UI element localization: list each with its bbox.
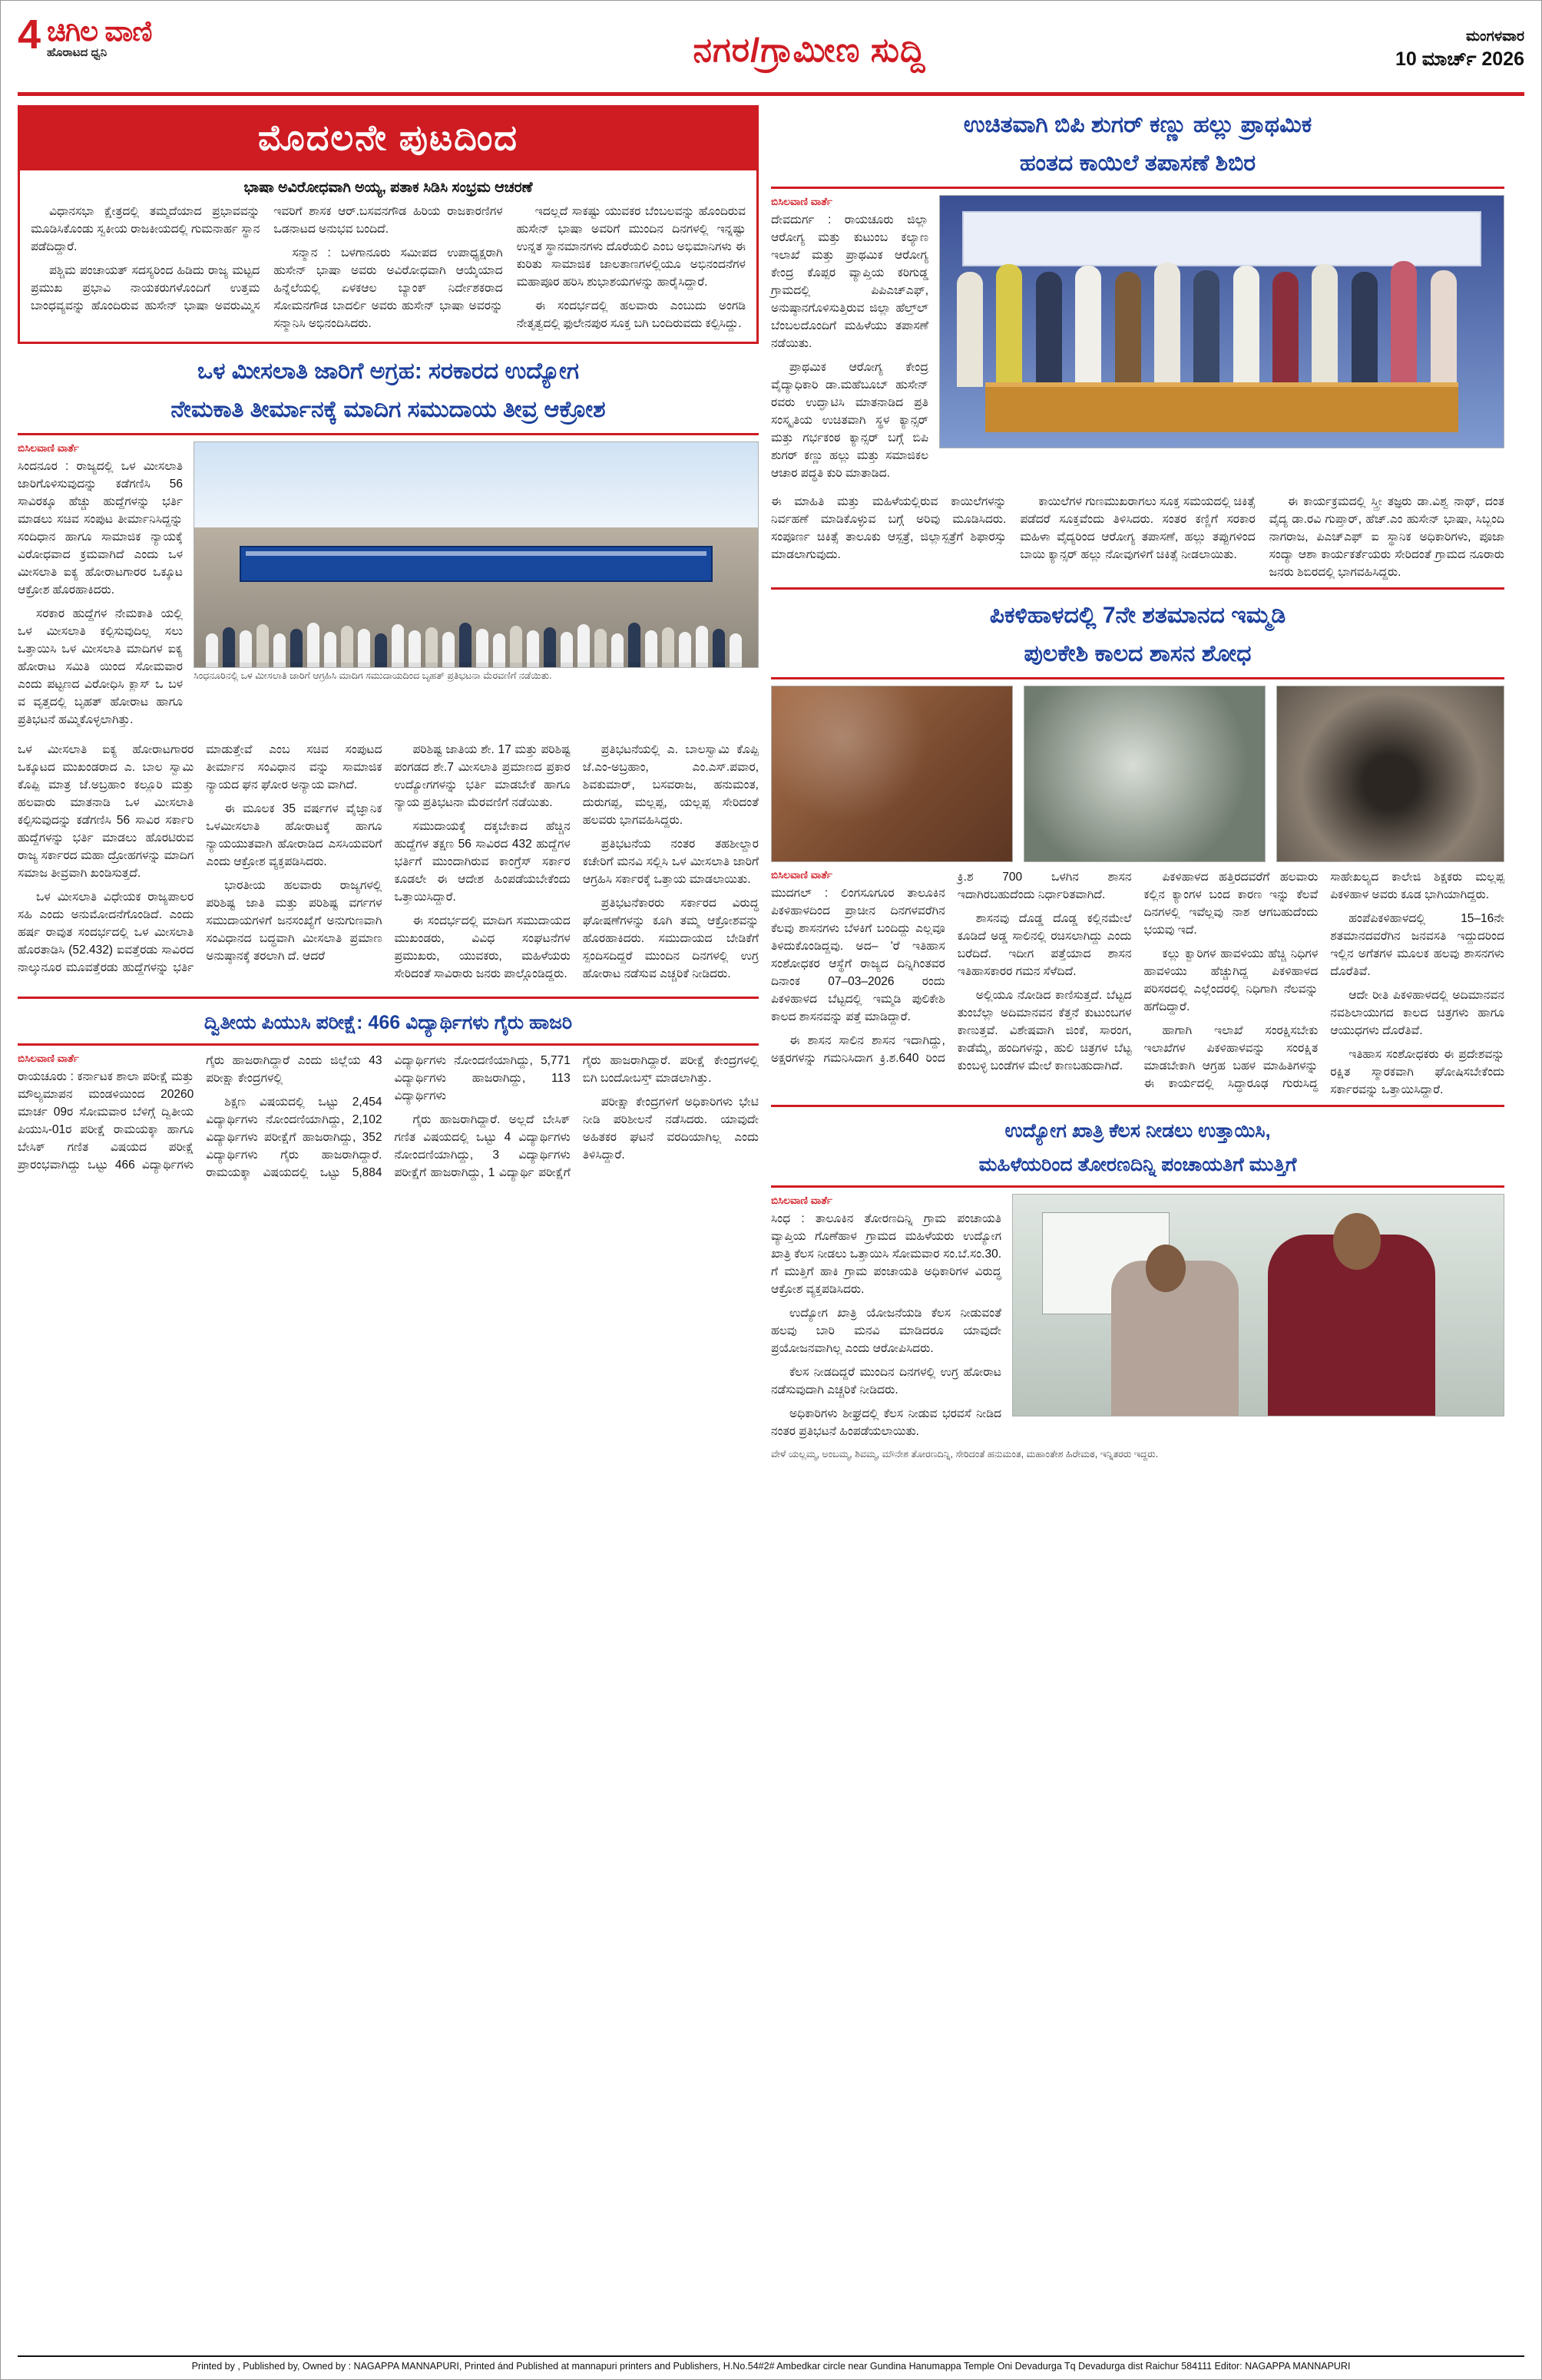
health-headline-line2: ಹಂತದ ಕಾಯಿಲೆ ತಪಾಸಣೆ ಶಿಬಿರ	[1019, 150, 1256, 176]
section-title: ನಗರ/ಗ್ರಾಮೀಣ ಸುದ್ದಿ	[693, 31, 926, 69]
puc-headline: ದ್ವಿತೀಯ ಪಿಯುಸಿ ಪರೀಕ್ಷೆ: 466 ವಿದ್ಯಾರ್ಥಿಗಳು ಗೈರು ಹಾಜರಿ	[204, 1012, 573, 1033]
paragraph: ಅಲ್ಲಿಯೂ ನೋಡಿದ ಕಾಣಿಸುತ್ತದೆ. ಬೆಟ್ಟದ ತುಂಬೆಲ್ಲಾ ಅದಿಮಾನವನ ಕೆತ್ತನೆ ಕುಟುಂಬಗಳ ಕಾಣುತ್ತವೆ. ವಿಶೇಷವಾಗಿ ಜಿಂಕೆ, ಸಾರಂಗ, ಕಾಡೆಮ್ಮೆ, ಹಂದಿಗಳನ್ನು, ಹುಲಿ ಚಿತ್ರಗಳ ಬೆಟ್ಟ ಕುಂಬಳ್ಳಿ ಬಂಡೆಗಳ ಮೇಲೆ ಕಾಣಬಹುದಾಗಿದೆ.	[957, 989, 1132, 1073]
inscription-body	[771, 868, 1504, 1099]
protest-photo	[194, 441, 759, 668]
paragraph: ಈ ಮೂಲಕ 35 ವರ್ಷಗಳ ವೈಜ್ಞಾನಿಕ ಒಳಮೀಸಲಾತಿ ಹೋರಾಟಕ್ಕೆ ಹಾಗೂ ನ್ಯಾಯಯುತವಾಗಿ ಹೋರಾಡಿದ ಎಸಸಿಯವರಿಗೆ ಎಂದು ಆಕ್ರೋಶ ವ್ಯಕ್ತಪಡಿಸಿದರು.	[206, 802, 382, 868]
paragraph: ಕಲ್ಲು ಕ್ವಾರಿಗಳ ಹಾವಳಿಯು ಹೆಚ್ಚಿ ನಿಧಿಗಳ ಹಾವಳಿಯು ಹೆಚ್ಚುಗಿದ್ದ ಪಿಕಳಿಹಾಳದ ಪರಿಸರದಲ್ಲಿ ಎಲ್ಲೆಂದರಲ್ಲಿ ನಿಧಿಗಾಗಿ ನೆಲವನ್ನು ಹಗೆದಿದ್ದಾರೆ.	[1143, 947, 1319, 1013]
reservation-headline-line1: ಒಳ ಮೀಸಲಾತಿ ಜಾರಿಗೆ ಅಗ್ರಹ: ಸರಕಾರದ ಉದ್ಯೋಗ	[197, 359, 579, 384]
paragraph: ಒಳ ಮೀಸಲಾತಿ ಐಕ್ಯ ಹೋರಾಟಗಾರರ ಒಕ್ಕೂಟದ ಮುಖಂಡರಾದ ಎ. ಬಾಲ ಸ್ವಾಮಿ ಕೊಪ್ಪಿ ಮಾತ್ರ ಜೆ.ಅಬ್ರಹಾಂ ಕಲ್ಲೂರಿ ಮತ್ತು ಹಲವಾರು ಮಾತನಾಡಿ ಒಳ ಮೀಸಲಾತಿ ಕಲ್ಪಿಸುವುದನ್ನು ಕಡೆಗಣಿಸಿ 56 ಸಾವಿರ ಸರ್ಕಾರಿ ಹುದ್ದೆಗಳನ್ನು ಭರ್ತಿ ಮಾಡಲು ಹೊರಟಿರುವ ರಾಜ್ಯ ಸರ್ಕಾರದ ಮಹಾ ದ್ರೋಹಗಳನ್ನು ಮಾದಿಗ ಸಮಾಜ ತೀವ್ರವಾಗಿ ಖಂಡಿಸುತ್ತದೆ.	[18, 743, 194, 880]
paragraph: ಈ ಸಂದರ್ಭದಲ್ಲಿ ಮಾದಿಗ ಸಮುದಾಯದ ಮುಖಂಡರು, ವಿವಿಧ ಸಂಘಟನೆಗಳ ಪ್ರಮುಖರು, ಯುವಕರು, ಮಹಿಳೆಯರು ಸೇರಿದಂತೆ ಸಾವಿರಾರು ಜನರು ಪಾಲ್ಗೊಂಡಿದ್ದರು.	[394, 914, 571, 980]
masthead	[18, 12, 1524, 96]
weekday-label: ಮಂಗಳವಾರ	[1465, 28, 1524, 45]
health-top-row	[771, 195, 1504, 488]
paragraph: ಪ್ರಾಥಮಿಕ ಆರೋಗ್ಯ ಕೇಂದ್ರ ವೈದ್ಯಾಧಿಕಾರಿ ಡಾ.ಮಹೆಬೂಬ್ ಹುಸೇನ್ ರವರು ಉದ್ಘಾಟಿಸಿ ಮಾತನಾಡಿದ ಪ್ರತಿ ಸಂಸ್ಕೃತಿಯ ಉಚಿತವಾಗಿ ಸ್ಥಳ ಕ್ಯಾನ್ಸರ್ ಮತ್ತು ಗರ್ಭಕಂಠ ಕ್ಯಾನ್ಸರ್ ಬಗ್ಗೆ ಬಿಪಿ ಶುಗರ್ ಕಣ್ಣು ಹಲ್ಲು ಮತ್ತು ಸಮಾಜಿಕಲ ಆಚಾರ ಪದ್ಧತಿ ಕುರಿ ಮಾತಾಡಿದ.	[771, 361, 928, 480]
reservation-story	[18, 352, 759, 989]
inscription-story	[771, 587, 1504, 1099]
paragraph: ವಿಧಾನಸಭಾ ಕ್ಷೇತ್ರದಲ್ಲಿ ತಮ್ಮದೆಯಾದ ಪ್ರಭಾವವನ್ನು ಮೂಡಿಸಿಕೊಂಡು ಸ್ವಕೀಯ ರಾಜಕೀಯದಲ್ಲಿ ಗುಮನಾರ್ಹ ಸ್ಥಾನ ಪಡೆದಿದ್ದಾರೆ.	[31, 205, 260, 253]
paragraph: ಸನ್ಮಾನ : ಬಳಗಾನೂರು ಸಮೀಪದ ಉಪಾಧ್ಯಕ್ಷರಾಗಿ ಹುಸೇನ್ ಭಾಷಾ ಅವರು ಅವಿರೋಧವಾಗಿ ಆಯ್ಕೆಯಾದ ಹಿನ್ನೆಲೆಯಲ್ಲಿ ಏಳಕಆಲ ಬ್ಯಾಂಕ್ ನಿರ್ದೇಶಕರಾದ ಸೋಮನಗೌಡ ಬಾದರ್ಲಿ ಅವರು ಹುಸೇನ್ ಭಾಷಾ ಅವರನ್ನು ಸನ್ಮಾನಿಸಿ ಅಭಿನಂದಿಸಿದರು.	[273, 246, 503, 330]
paragraph: ಸಿಂಧ : ತಾಲೂಕಿನ ತೋರಣದಿನ್ನಿ ಗ್ರಾಮ ಪಂಚಾಯತಿ ವ್ಯಾಪ್ತಿಯ ಗೊಣೆಹಾಳ ಗ್ರಾಮದ ಮಹಿಳೆಯರು ಉದ್ಯೋಗ ಖಾತ್ರಿ ಕೆಲಸ ನೀಡಲು ಒತ್ತಾಯಿಸಿ ಸೋಮವಾರ ಸಂ.ಬೆ.ಸಂ.30. ಗೆ ಮುತ್ತಿಗೆ ಹಾಕಿ ಗ್ರಾಮ ಪಂಚಾಯತಿ ಅಧಿಕಾರಿಗಳ ವಿರುದ್ಧ ಆಕ್ರೋಶ ವ್ಯಕ್ತಪಡಿಸಿದರು.	[771, 1212, 1001, 1296]
date-label: 10 ಮಾರ್ಚ್ 2026	[1395, 48, 1524, 70]
puc-body	[18, 1052, 759, 1182]
women-protest-photo	[1012, 1194, 1504, 1416]
health-camp-photo	[939, 195, 1504, 448]
inscription-headline-line2: ಪುಲಕೇಶಿ ಕಾಲದ ಶಾಸನ ಶೋಧ	[1024, 641, 1252, 666]
masthead-left	[18, 12, 348, 59]
lead-subhead: ಭಾಷಾ ಅವಿರೋಧವಾಗಿ ಅಯ್ಯ, ಪತಾಕ ಸಿಡಿಸಿ ಸಂಭ್ರಮ ಆಚರಣೆ	[243, 180, 533, 196]
paragraph: ದೇವದುರ್ಗ : ರಾಯಚೂರು ಜಿಲ್ಲಾ ಆರೋಗ್ಯ ಮತ್ತು ಕುಟುಂಬ ಕಲ್ಯಾಣ ಇಲಾಖೆ ಮತ್ತು ಪ್ರಾಥಮಿಕ ಆರೋಗ್ಯ ಕೇಂದ್ರ ಕೊಪ್ಪರ ವ್ಯಾಪ್ತಿಯ ಕರಿಗುಡ್ಡ ಗ್ರಾಮದಲ್ಲಿ ಪಿಪಿಎಚ್ಎಫ್, ಅನುಷ್ಠಾನಗೊಳಿಸುತ್ತಿರುವ ಜಿಲ್ಲಾ ಹೆಲ್ತ್‌ಲ್ ಬೆಂಬಲದೊಂದಿಗೆ ಮಹಿಳೆಯು ತಪಾಸಣೆ ನಡೆಯಿತು.	[771, 213, 928, 350]
paragraph: ಕಾಯಿಲೆಗಳ ಗುಣಮುಖರಾಗಲು ಸೂಕ್ತ ಸಮಯದಲ್ಲಿ ಚಿಕಿತ್ಸೆ ಪಡೆದರೆ ಸೂಕ್ತವೆಂದು ತಿಳಿಸಿದರು. ಸಂತರ ಕಣ್ಣಿಗೆ ಸರಕಾರ ಮಹಿಳಾ ವೈದ್ಯರಿಂದ ಆರೋಗ್ಯ ತಪಾಸಣೆ, ಹಲ್ಲು ತಪ್ಪುಗಳಿಂದ ಬಾಯಿ ಕ್ಯಾನ್ಸರ್ ಹಲ್ಲು ನೋವುಗಳಿಗೆ ಚಿಕಿತ್ಸೆ ನೀಡಲಾಯಿತು.	[1020, 495, 1256, 561]
paragraph: ಕೆಲಸ ನೀಡದಿದ್ದರೆ ಮುಂದಿನ ದಿನಗಳಲ್ಲಿ ಉಗ್ರ ಹೋರಾಟ ನಡೆಸುವುದಾಗಿ ಎಚ್ಚರಿಕೆ ನೀಡಿದರು.	[771, 1366, 1001, 1397]
reservation-top-row	[18, 441, 759, 735]
panchayat-story	[771, 1105, 1504, 1460]
paragraph: ಈ ಕಾರ್ಯಕ್ರಮದಲ್ಲಿ ಸ್ತ್ರೀ ತಜ್ಞರು ಡಾ.ವಿಶ್ವ ನಾಥ್, ದಂತ ವೈದ್ಯ ಡಾ.ರವಿ ಗುಪ್ತಾರ್, ಹೆಚ್.ಎಂ ಹುಸೇನ್ ಭಾಷಾ, ಸಿಬ್ಬಂದಿ ನಾಗರಾಜ, ಪಿಎಚ್ಎಫ್ ಐ ಸ್ಥಾನಿಕ ಅಧಿಕಾರಿಗಳು, ಪೂಜಾ ಸಂದ್ಯಾ ಆಶಾ ಕಾರ್ಯಕರ್ತೆಯರು ಸೇರಿದಂತೆ ಗ್ರಾಮದ ನೂರಾರು ಜನರು ಶಿಬಿರದಲ್ಲಿ ಭಾಗವಹಿಸಿದ್ದರು.	[1269, 495, 1504, 579]
paragraph: ಈ ಸಂದರ್ಭದಲ್ಲಿ ಹಲವಾರು ಎಂಬುದು ಅಂಗಡಿ ನೇತೃತ್ವದಲ್ಲಿ ಫುಲೇನಪುರ ಸೂಕ್ತ ಬಗಿ ಬಂದಿರುವದು ಕಲ್ಪಿಸಿದ್ದು.	[516, 299, 746, 330]
paragraph: ಸರಕಾರ ಹುದ್ದೆಗಳ ನೇಮಕಾತಿ ಯಲ್ಲಿ ಒಳ ಮೀಸಲಾತಿ ಕಲ್ಪಿಸುವುದಿಲ್ಲ ಸಲು ಒತ್ತಾಯಿಸಿ ಒಳ ಮೀಸಲಾತಿ ಮಾದಿಗಳ ಐಕ್ಯ ಹೋರಾಟ ಸಮಿತಿ ಯಿಂದ ಸೋಮವಾರ ಎಂದು ಪಟ್ಟಣದ ವಿರೋಧಿಸಿ ಕ್ಲಾಸ್ ಒ ಬಳ ವ ವೃತ್ತದಲ್ಲಿ ಬೃಹತ್ ಹೋರಾಟ ಹಾಗೂ ಪ್ರತಿಭಟನೆ ಹಮ್ಮಿಕೊಳ್ಳಲಾಗಿತ್ತು.	[18, 607, 183, 726]
puc-exam-story	[18, 997, 759, 1182]
paragraph: ಹಾಗಾಗಿ ಇಲಾಖೆ ಸಂರಕ್ಷಿಸಬೇಕು ಇಲಾಖೆಗಳ ಪಿಕಳಿಹಾಳವನ್ನು ಸಂರಕ್ಷಿತ ಮಾಡಬೇಕಾಗಿ ಆಗ್ರಹ ಬಹಳ ಮಾಹಿತಿಗಳನ್ನು ಈ ಕಾರ್ಯದಲ್ಲಿ ಸಿದ್ಧಾರೂಢ ಗುರುಸಿದ್ಧ ಸಾಹೇಖಲ್ಯದ ಕಾಲೇಜಿ ಶಿಕ್ಷಕರು ಮಲ್ಲಪ್ಪ ಪಿಕಳಿಹಾಳ ಅವರು ಕೂಡ ಭಾಗಿಯಾಗಿದ್ದರು.	[1143, 871, 1504, 1090]
paragraph: ಶಿಕ್ಷಣ ವಿಷಯದಲ್ಲಿ ಒಟ್ಟು 2,454 ವಿದ್ಯಾರ್ಥಿಗಳು ನೋಂದಣಿಯಾಗಿದ್ದು, 2,102 ವಿದ್ಯಾರ್ಥಿಗಳು ಪರೀಕ್ಷೆಗೆ ಹಾಜರಾಗಿದ್ದು, 352 ವಿದ್ಯಾರ್ಥಿಗಳು ಗೈರು ಹಾಜರಾಗಿದ್ದಾರೆ. ರಾಮಯಕ್ಕಾ ವಿಷಯದಲ್ಲಿ ಒಟ್ಟು 5,884 ವಿದ್ಯಾರ್ಥಿಗಳು ನೋಂದಣಿಯಾಗಿದ್ದು, 5,771 ವಿದ್ಯಾರ್ಥಿಗಳು ಹಾಜರಾಗಿದ್ದು, 113 ವಿದ್ಯಾರ್ಥಿಗಳು	[206, 1054, 571, 1179]
byline-kicker: ಬಿಸಿಲವಾಣಿ ವಾರ್ತೆ	[18, 442, 79, 454]
lead-body	[20, 203, 756, 342]
publication-logo	[47, 15, 151, 59]
photo-caption: ಸಿಂಧನೂರಿನಲ್ಲಿ ಒಳ ಮೀಸಲಾತಿ ಜಾರಿಗೆ ಆಗ್ರಹಿಸಿ ಮಾದಿಗ ಸಮುದಾಯದಿಂದ ಬೃಹತ್ ಪ್ರತಿಭಟನಾ ಮೆರವಣಿಗೆ ನಡೆಯಿತು.	[194, 670, 552, 681]
paragraph: ಸಮುದಾಯಕ್ಕೆ ದಕ್ಕಬೇಕಾದ ಹೆಚ್ಚಿನ ಹುದ್ದೆಗಳ ತಕ್ಷಣ 56 ಸಾವಿರದ 432 ಹುದ್ದೆಗಳ ಭರ್ತಿಗೆ ಮುಂದಾಗಿರುವ ಕಾಂಗ್ರೆಸ್ ಸರ್ಕಾರ ಕೂಡಲೇ ಈ ಆದೇಶ ಹಿಂಪಡೆಯಬೇಕೆಂದು ಒತ್ತಾಯಿಸಿದ್ದಾರೆ.	[394, 820, 571, 904]
paragraph: ಇತಿಹಾಸ ಸಂಶೋಧಕರು ಈ ಪ್ರದೇಶವನ್ನು ರಕ್ಷಿತ ಸ್ಮಾರಕವಾಗಿ ಘೋಷಿಸಬೇಕೆಂದು ಸರ್ಕಾರವನ್ನು ಒತ್ತಾಯಿಸಿದ್ದಾರೆ.	[1330, 1048, 1504, 1096]
paragraph: ರಾಯಚೂರು : ಕರ್ನಾಟಕ ಶಾಲಾ ಪರೀಕ್ಷೆ ಮತ್ತು ಮೌಲ್ಯಮಾಪನ ಮಂಡಳಿಯಿಂದ 20260 ಮಾರ್ಚ 09ರ ಸೋಮವಾರ ಬೆಳಿಗ್ಗೆ ದ್ವಿತೀಯ ಪಿಯುಸಿ-01ರ ಪರೀಕ್ಷೆ ರಾಮಯಕ್ಕಾ ಹಾಗೂ ಬೇಸಿಕ್ ಗಣಿತ ವಿಷಯದ ಪರೀಕ್ಷೆ ಪ್ರಾರಂಭವಾಗಿದ್ದು ಒಟ್ಟು 466 ವಿದ್ಯಾರ್ಥಿಗಳು ಗೈರು ಹಾಜರಾಗಿದ್ದಾರೆ ಎಂದು ಜಿಲ್ಲೆಯ 43 ಪರೀಕ್ಷಾ ಕೇಂದ್ರಗಳಲ್ಲಿ	[18, 1054, 382, 1172]
paragraph: ಪಿಕಳಿಹಾಳದ ಹತ್ತಿರದವರೆಗೆ ಹಲವಾರು ಕಲ್ಲಿನ ಕ್ಯಾಂಗಳ ಬಂದ ಕಾರಣ ಇನ್ನು ಕೆಲವೆ ದಿನಗಳಲ್ಲಿ ಇವೆಲ್ಲವು ನಾಶ ಆಗಬಹುದೆಂದು ಭಯವು ಇದೆ.	[1143, 871, 1319, 937]
page-content	[18, 105, 1524, 1460]
page-number: 4	[18, 12, 41, 58]
paragraph: ಭಾರತೀಯ ಹಲವಾರು ರಾಜ್ಯಗಳಲ್ಲಿ ಪರಿಶಿಷ್ಟ ಜಾತಿ ಮತ್ತು ಪರಿಶಿಷ್ಟ ವರ್ಗಗಳ ಸಮುದಾಯಗಳಿಗೆ ಜನಸಂಖ್ಯೆಗೆ ಅನುಗುಣವಾಗಿ ಸಂವಿಧಾನದ ಬದ್ಧವಾಗಿ ಮೀಸಲಾತಿ ಪ್ರಮಾಣ ಅನುಷ್ಠಾನಕ್ಕೆ ತರಲಾಗಿ ದೆ. ಆದರೆ	[206, 879, 382, 963]
lead-headline: ಮೊದಲನೇ ಪುಟದಿಂದ	[20, 107, 756, 170]
photo-caption: ವೇಳೆ ಯಲ್ಲಮ್ಮ, ಅಂಬಮ್ಮ, ಶಿವಮ್ಮ, ಮೌನೇಶ ತೋರಣದಿನ್ನಿ, ಸೇರಿದಂತೆ ಹನುಮಂತ, ಮಹಾಂತೇಶ ಹಿರೇಮಠ, ಇನ್ನಿತರರು ಇದ್ದರು.	[771, 1449, 1159, 1459]
paragraph: ಪ್ರತಿಭಟನೆಯ ನಂತರ ತಹಶೀಲ್ದಾರ ಕಚೇರಿಗೆ ಮನವಿ ಸಲ್ಲಿಸಿ ಒಳ ಮೀಸಲಾತಿ ಜಾರಿಗೆ ಆಗ್ರಹಿಸಿ ಸರ್ಕಾರಕ್ಕೆ ಒತ್ತಾಯ ಮಾಡಲಾಯಿತು.	[582, 838, 759, 886]
health-headline-line1: ಉಚಿತವಾಗಿ ಬಿಪಿ ಶುಗರ್ ಕಣ್ಣು ಹಲ್ಲು ಪ್ರಾಥಮಿಕ	[963, 112, 1312, 137]
paragraph: ಇದಲ್ಲದೆ ಸಾಕಷ್ಟು ಯುವಕರ ಬೆಂಬಲವನ್ನು ಹೊಂದಿರುವ ಹುಸೇನ್ ಭಾಷಾ ಅವರಿಗೆ ಮುಂದಿನ ದಿನಗಳಲ್ಲಿ ಇನ್ನಷ್ಟು ಉನ್ನತ ಸ್ಥಾನಮಾನಗಳು ದೊರೆಯಲಿ ಎಂಬ ಅಭಿಮಾನಿಗಳು ಈ ಕುರಿತು ಸಾಮಾಜಿಕ ಜಾಲತಾಣಗಳಲ್ಲಿಯೂ ಅಭಿನಂದನೆಗಳ ಮಹಾಪೂರ ಹರಿಸಿ ಶುಭಾಶಯಗಳನ್ನು ಹಾರೈಸಿದ್ದಾರೆ.	[516, 205, 746, 289]
reservation-body	[18, 741, 759, 989]
logo-title: ಚಿಗಿಲ ವಾಣಿ	[47, 15, 152, 47]
paragraph: ಮುದಗಲ್ : ಲಿಂಗಸೂಗೂರ ತಾಲೂಕಿನ ಪಿಕಳಿಹಾಳದಿಂದ ಪ್ರಾಚೀನ ದಿನಗಳವರೆಗಿನ ಕೆಲವು ಶಾಸನಗಳು ಬೆಳಕಿಗೆ ಬಂದಿದ್ದು ಎಲ್ಲವೂ ತಿಳಿದುಕೊಂಡಿದ್ದವು. ಅದ– 'ರೆ ಇತಿಹಾಸ ಸಂಶೋಧಕರ ಆಸ್ಥೆಗೆ ರಾಜ್ಯದ ದಿನ್ನಿಗಿಂತವರ ದಿನಾಂಕ 07–03–2026 ರಂದು ಪಿಕಳಿಹಾಳದ ಬೆಟ್ಟದಲ್ಲಿ ಇಮ್ಮಡಿ ಪುಲಿಕೇಶಿ ಕಾಲದ ಶಾಸನವನ್ನು ಪತ್ತೆ ಮಾಡಿದ್ದಾರೆ.	[771, 887, 945, 1023]
panchayat-row	[771, 1194, 1504, 1446]
paragraph: ಒಳ ಮೀಸಲಾತಿ ವಿಧೇಯಕ ರಾಜ್ಯಪಾಲರ ಸಹಿ ಎಂದು ಅನುಮೋದನೆಗೊಂಡಿದೆ. ಎಂದು ಹರ್ಷ ರಾವುತ ಸಂದರ್ಭದಲ್ಲಿ ಒಳ ಮೀಸಲಾತಿ ಹೊರತಾಡಿಸಿ (52.432) ಐವತ್ತೆರಡು ಸಾವಿರದ ನಾಲ್ಕುನೂರ ಮೂವತ್ತೆರಡು ಹುದ್ದೆಗಳನ್ನು ಭರ್ತಿ ಮಾಡುತ್ತೇವೆ ಎಂಬ ಸಚಿವ ಸಂಪುಟದ ತೀರ್ಮಾನ ಸಂವಿಧಾನ ವನ್ನು ಸಾಮಾಜಿಕ ನ್ಯಾಯದ ಘನ ಘೋರ ಅನ್ಯಾಯ ವಾಗಿದೆ.	[18, 743, 382, 974]
crowd-figures	[194, 550, 758, 667]
paragraph: ಪ್ರತಿಭಟನೆಕಾರರು ಸರ್ಕಾರದ ವಿರುದ್ಧ ಘೋಷಣೆಗಳನ್ನು ಕೂಗಿ ತಮ್ಮ ಆಕ್ರೋಶವನ್ನು ಹೊರಹಾಕಿದರು. ಸಮುದಾಯದ ಬೇಡಿಕೆಗೆ ಸ್ಪಂದಿಸದಿದ್ದರೆ ಮುಂದಿನ ದಿನಗಳಲ್ಲಿ ಉಗ್ರ ಹೋರಾಟ ನಡೆಸುವ ಎಚ್ಚರಿಕೆ ನೀಡಿದರು.	[582, 897, 759, 980]
paragraph: ಶಾಸನವು ದೊಡ್ಡ ದೊಡ್ಡ ಕಲ್ಲಿನಮೇಲೆ ಕೂಡಿದೆ ಅಡ್ಡ ಸಾಲಿನಲ್ಲಿ ರಚಿಸಲಾಗಿದ್ದು ಎಂದು ಬರೆದಿದೆ. ಇದೀಗ ಪತ್ತೆಯಾದ ಶಾಸನ ಇತಿಹಾಸಕಾರರ ಗಮನ ಸೆಳೆದಿದೆ.	[957, 912, 1132, 978]
paragraph: ಹಂಪೆಪಿಕಳಿಹಾಳದಲ್ಲಿ 15–16ನೇ ಶತಮಾನದವರೆಗಿನ ಜನವಸತಿ ಇದ್ದುದರಿಂದ ಇಲ್ಲಿನ ಅಗೆತಗಳ ಮೂಲಕ ಹಲವು ಶಾಸನಗಳು ದೊರೆತಿವೆ.	[1330, 912, 1504, 978]
right-column	[771, 105, 1504, 1460]
masthead-center	[348, 15, 1271, 70]
byline-kicker: ಬಿಸಿಲವಾಣಿ ವಾರ್ತೆ	[771, 1195, 832, 1206]
paragraph: ಪಶ್ಚಿಮ ಪಂಚಾಯತ್ ಸದಸ್ಯರಿಂದ ಹಿಡಿದು ರಾಜ್ಯ ಮಟ್ಟದ ಪ್ರಮುಖ ಪ್ರಭಾವಿ ನಾಯಕರುಗಳೊಂದಿಗೆ ಉತ್ತಮ ಬಾಂಧವ್ಯವನ್ನು ಹೊಂದಿರುವ ಹುಸೇನ್ ಭಾಷಾ ಅವರುಮ್ಮಿಸ ಇವರಿಗೆ ಶಾಸಕ ಆರ್.ಬಸವನಗೌಡ ಹಿರಿಯ ರಾಜಕಾರಣಿಗಳ ಒಡನಾಟದ ಅನುಭವ ಬಂದಿದೆ.	[31, 205, 503, 312]
paragraph: ಪರಿಶಿಷ್ಟ ಜಾತಿಯ ಶೇ. 17 ಮತ್ತು ಪರಿಶಿಷ್ಟ ಪಂಗಡದ ಶೇ.7 ಮೀಸಲಾತಿ ಪ್ರಮಾಣದ ಪ್ರಕಾರ ಉದ್ಯೋಗಗಳನ್ನು ಭರ್ತಿ ಮಾಡಬೇಕೆ ಹಾಗೂ ನ್ಯಾಯ ಪ್ರತಿಭಟನಾ ಮೆರವಣಿಗೆ ನಡೆಯಿತು.	[394, 743, 571, 809]
health-body	[771, 493, 1504, 581]
paragraph: ಗೈರು ಹಾಜರಾಗಿದ್ದಾರೆ. ಅಲ್ಲದೆ ಬೇಸಿಕ್ ಗಣಿತ ವಿಷಯದಲ್ಲಿ ಒಟ್ಟು 4 ವಿದ್ಯಾರ್ಥಿಗಳು ನೋಂದಣಿಯಾಗಿದ್ದು, 3 ವಿದ್ಯಾರ್ಥಿಗಳು ಪರೀಕ್ಷೆಗೆ ಹಾಜರಾಗಿದ್ದು, 1 ವಿದ್ಯಾರ್ಥಿ ಪರೀಕ್ಷೆಗೆ ಗೈರು ಹಾಜರಾಗಿದ್ದಾರೆ. ಪರೀಕ್ಷೆ ಕೇಂದ್ರಗಳಲ್ಲಿ ಬಿಗಿ ಬಂದೋಬಸ್ತ್ ಮಾಡಲಾಗಿತ್ತು.	[394, 1054, 759, 1179]
paragraph: ಅಧಿಕಾರಿಗಳು ಶೀಘ್ರದಲ್ಲಿ ಕೆಲಸ ನೀಡುವ ಭರವಸೆ ನೀಡಿದ ನಂತರ ಪ್ರತಿಭಟನೆ ಹಿಂಪಡೆಯಲಾಯಿತು.	[771, 1407, 1001, 1438]
health-camp-story	[771, 105, 1504, 581]
byline-kicker: ಬಿಸಿಲವಾಣಿ ವಾರ್ತೆ	[18, 1053, 79, 1064]
panchayat-headline-line1: ಉದ್ಯೋಗ ಖಾತ್ರಿ ಕೆಲಸ ನೀಡಲು ಉತ್ತಾಯಿಸಿ,	[1004, 1120, 1271, 1142]
left-column	[18, 105, 759, 1460]
rock-cavity-photo	[1276, 686, 1504, 862]
logo-tagline: ಹೊರಾಟದ ಧ್ವನಿ	[47, 46, 108, 59]
panchayat-headline-line2: ಮಹಿಳೆಯರಿಂದ ತೋರಣದಿನ್ನಿ ಪಂಚಾಯತಿಗೆ ಮುತ್ತಿಗೆ	[978, 1154, 1297, 1175]
paragraph: ಸಿಂದನೂರ : ರಾಜ್ಯದಲ್ಲಿ ಒಳ ಮೀಸಲಾತಿ ಜಾರಿಗೊಳಿಸುವುದನ್ನು ಕಡೆಗಣಿಸಿ 56 ಸಾವಿರಕ್ಕೂ ಹೆಚ್ಚು ಹುದ್ದೆಗಳನ್ನು ಭರ್ತಿ ಮಾಡಲು ಸಚಿವ ಸಂಪುಟ ತೀರ್ಮಾನಿಸಿದ್ದನ್ನು ಸಂದಿಧಾನ ಹಾಗೂ ಸಾಮಾಜಿಕ ನ್ಯಾಯಕ್ಕೆ ವಿರೋಧವಾದ ಕ್ರಮವಾಗಿದೆ ಎಂದು ಒಳ ಮೀಸಲಾತಿ ಐಕ್ಯ ಹೋರಾಟಗಾರರ ಒಕ್ಕೂಟ ಆಕ್ರೋಶ ಹೊರಹಾಕಿದರು.	[18, 460, 183, 597]
paragraph: ಉದ್ಯೋಗ ಖಾತ್ರಿ ಯೋಜನೆಯಡಿ ಕೆಲಸ ನೀಡುವಂತೆ ಹಲವು ಬಾರಿ ಮನವಿ ಮಾಡಿದರೂ ಯಾವುದೇ ಪ್ರಯೋಜನವಾಗಿಲ್ಲ ಎಂದು ಆರೋಪಿಸಿದರು.	[771, 1307, 1001, 1355]
paragraph: ಪ್ರತಿಭಟನೆಯಲ್ಲಿ ಎ. ಬಾಲಸ್ವಾಮಿ ಕೊಪ್ಪಿ ಜೆ.ಎಂ-ಅಬ್ರಹಾಂ, ಎಂ.ಎಸ್.ಪವಾರ, ಶಿವಕುಮಾರ್, ಬಸವರಾಜ, ಹನುಮಂತ, ದುರುಗಪ್ಪ, ಮಲ್ಲಪ್ಪ, ಯಲ್ಲಪ್ಪ ಸೇರಿದಂತೆ ಹಲವರು ಭಾಗವಹಿಸಿದ್ದರು.	[582, 743, 759, 827]
paragraph: ಪರೀಕ್ಷಾ ಕೇಂದ್ರಗಳಿಗೆ ಅಧಿಕಾರಿಗಳು ಭೇಟಿ ನೀಡಿ ಪರಿಶೀಲನೆ ನಡೆಸಿದರು. ಯಾವುದೇ ಅಹಿತಕರ ಘಟನೆ ವರದಿಯಾಗಿಲ್ಲ ಎಂದು ತಿಳಿಸಿದ್ದಾರೆ.	[582, 1096, 759, 1162]
imprint-footer: Printed by , Published by, Owned by : NAGAPPA MANNAPURI, Printed ánd Published at mannapuri printers and Publishers, H.No.54#2# Ambedkar circle near Gundina Hanumappa Temple Oni Devadurga Tq Devadurga dist Raichur 584111 Editor: NAGAPPA MANNAPURI	[18, 2355, 1524, 2372]
paragraph: ಈ ಮಾಹಿತಿ ಮತ್ತು ಮಹಿಳೆಯಲ್ಲಿರುವ ಕಾಯಿಲೆಗಳನ್ನು ನಿರ್ವಹಣೆ ಮಾಡಿಕೊಳ್ಳುವ ಬಗ್ಗೆ ಅರಿವು ಮೂಡಿಸಿದರು. ಸಂಪೂರ್ಣ ಚಿಕಿತ್ಸೆ ತಾಲೂಕು ಆಸ್ಪತ್ರೆ, ಜಿಲ್ಲಾಸ್ಪತ್ರೆಗೆ ಶಿಫಾರಸ್ಸು ಮಾಡಲಾಗುವುದು.	[771, 495, 1007, 561]
boulder-photo	[1024, 686, 1266, 862]
paragraph: ಈ ಶಾಸನ ಸಾಲಿನ ಶಾಸನ ಇದಾಗಿದ್ದು, ಅಕ್ಷರಗಳನ್ನು ಗಮನಿಸಿದಾಗ ಕ್ರಿ.ಶ.640 ರಿಂದ ಕ್ರಿ.ಶ 700 ಒಳಗಿನ ಶಾಸನ ಇದಾಗಿರಬಹುದೆಂದು ನಿರ್ಧಾರಿತವಾಗಿದೆ.	[771, 871, 1132, 1065]
lead-story	[18, 105, 759, 344]
inscription-headline-line1: ಪಿಕಳಿಹಾಳದಲ್ಲಿ 7ನೇ ಶತಮಾನದ ಇಮ್ಮಡಿ	[989, 603, 1286, 628]
inscription-photos	[771, 686, 1504, 862]
byline-kicker: ಬಿಸಿಲವಾಣಿ ವಾರ್ತೆ	[771, 869, 832, 881]
camp-table	[985, 382, 1459, 433]
masthead-right	[1271, 15, 1524, 71]
camp-attendees	[940, 256, 1504, 388]
reservation-headline-line2: ನೇಮಕಾತಿ ತೀರ್ಮಾನಕ್ಕೆ ಮಾದಿಗ ಸಮುದಾಯ ತೀವ್ರ ಆಕ್ರೋಶ	[170, 397, 606, 422]
inscription-stone-photo	[771, 686, 1013, 862]
byline-kicker: ಬಿಸಿಲವಾಣಿ ವಾರ್ತೆ	[771, 196, 832, 207]
paragraph: ಆದೇ ರೀತಿ ಪಿಕಳಿಹಾಳದಲ್ಲಿ ಅದಿಮಾನವನ ನವಶಿಲಾಯುಗದ ಕಾಲದ ಚಿತ್ರಗಳು ಹಾಗೂ ಆಯುಧಗಳು ದೊರೆತಿವೆ.	[1330, 989, 1504, 1037]
